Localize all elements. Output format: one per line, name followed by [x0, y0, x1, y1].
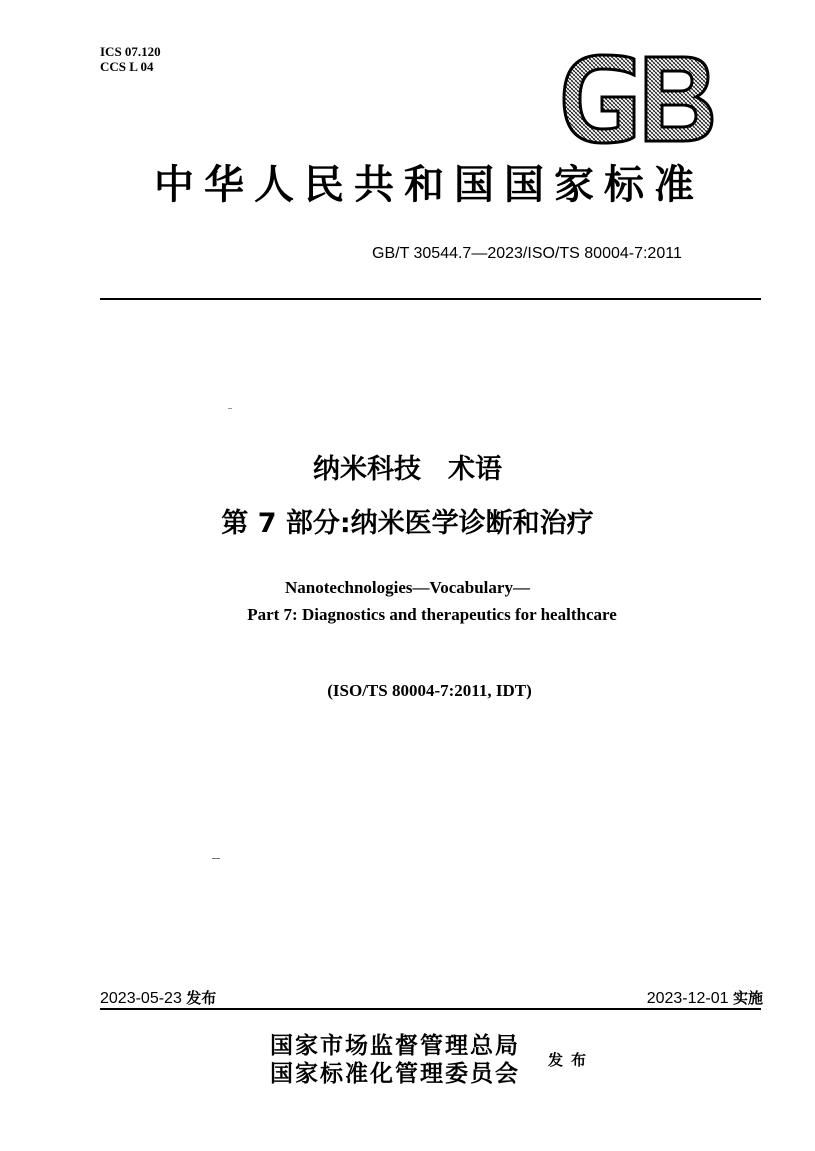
english-title-line-1: Nanotechnologies—Vocabulary— — [285, 578, 530, 597]
scan-speck — [212, 858, 220, 859]
header-divider — [100, 298, 761, 300]
issuer-line-2: 国家标准化管理委员会 — [270, 1060, 520, 1087]
issue-date — [100, 987, 216, 1010]
implementation-date-label: 实施 — [732, 989, 763, 1007]
footer-divider — [100, 1008, 761, 1010]
gb-logo — [556, 53, 716, 145]
gb-logo-graphic — [556, 53, 716, 145]
standard-number: GB/T 30544.7—2023/ISO/TS 80004-7:2011 — [372, 245, 682, 262]
adoption-note: (ISO/TS 80004-7:2011, IDT) — [327, 681, 532, 700]
ics-code: ICS 07.120 — [100, 44, 161, 59]
chinese-title-line-2: 第 7 部分:纳米医学诊断和治疗 — [221, 508, 594, 539]
issue-date-value: 2023-05-23 — [100, 990, 182, 1007]
issuer-line-1: 国家市场监督管理总局 — [270, 1032, 520, 1059]
scan-speck — [228, 408, 232, 409]
chinese-title-line-1: 纳米科技 术语 — [313, 454, 502, 485]
classification-codes — [100, 44, 161, 74]
issue-date-label: 发布 — [186, 989, 217, 1007]
ccs-code: CCS L 04 — [100, 59, 154, 74]
english-title-line-2: Part 7: Diagnostics and therapeutics for healthcare — [247, 605, 617, 624]
publish-label: 发布 — [548, 1051, 595, 1069]
implementation-date — [647, 987, 763, 1010]
national-standard-title: 中华人民共和国国家标准 — [154, 161, 704, 208]
implementation-date-value: 2023-12-01 — [646, 990, 729, 1007]
